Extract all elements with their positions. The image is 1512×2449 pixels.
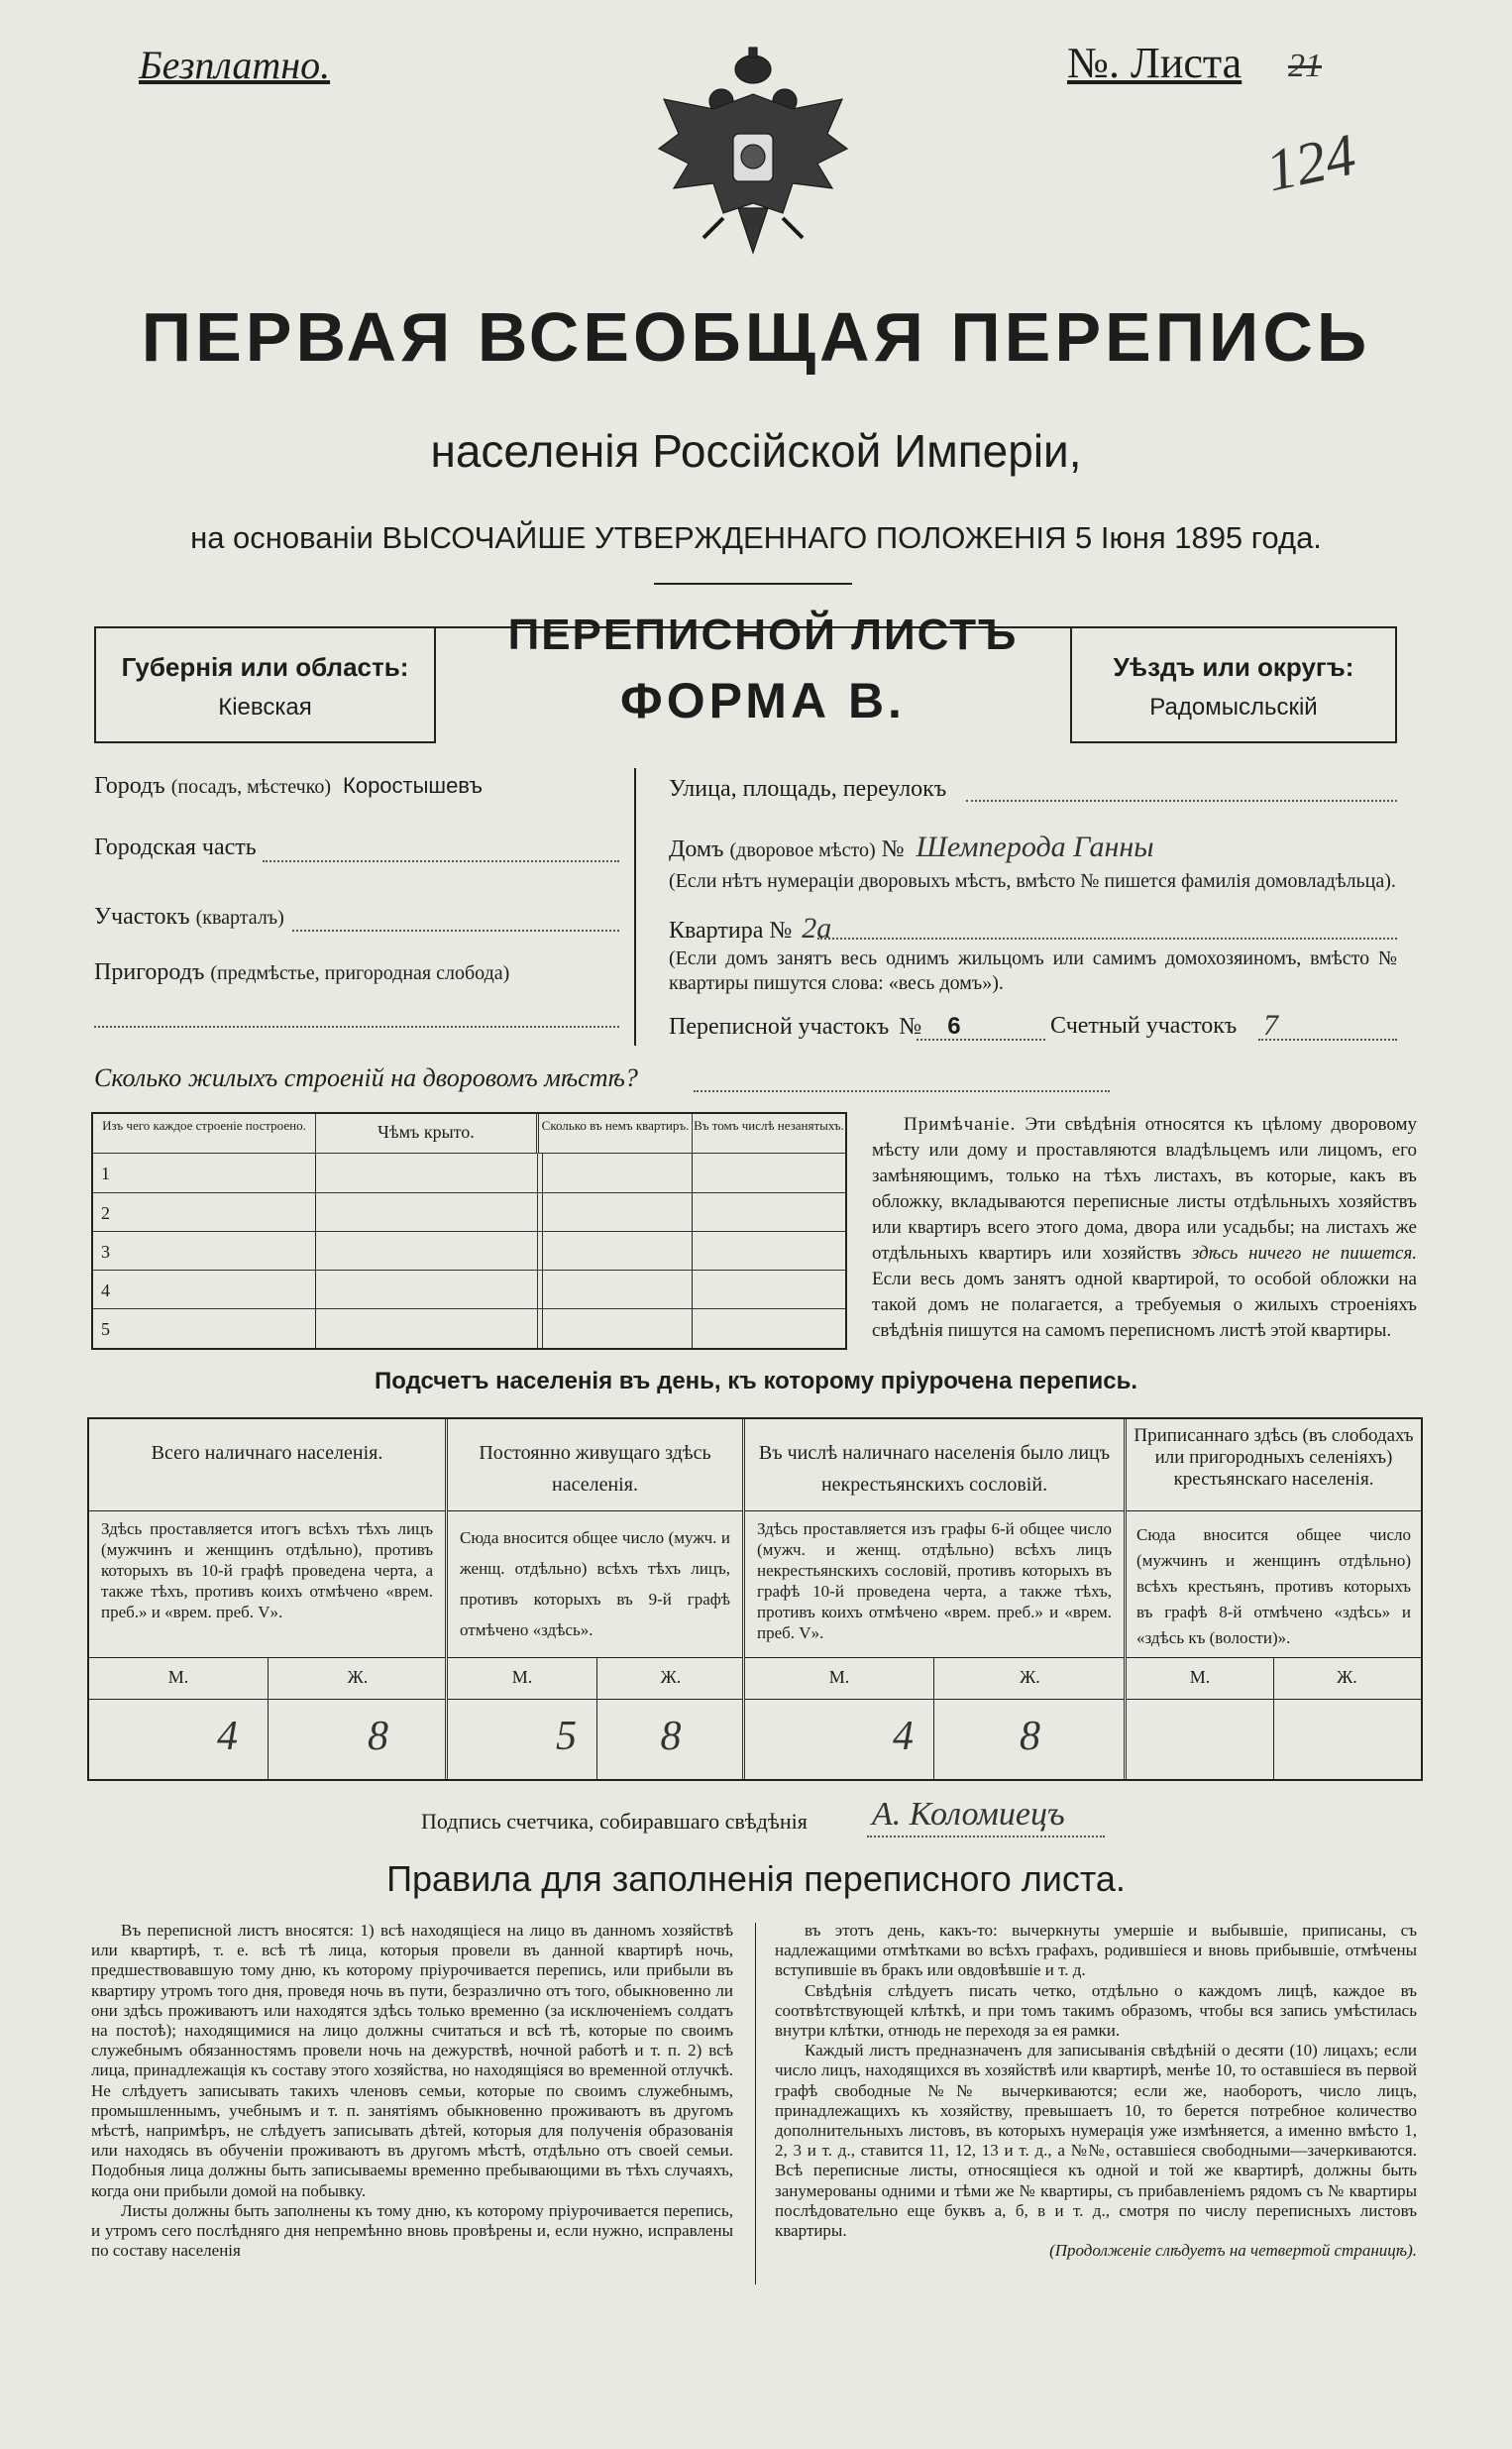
pop-col-3-f-value[interactable]: 8 xyxy=(1020,1714,1040,1759)
suburb-label: Пригородъ xyxy=(94,959,205,985)
census-area-row: Переписной участокъ № 6 Счетный участокъ 7 xyxy=(669,1009,1278,1042)
suburb-hint: (предмѣстье, пригородная слобода) xyxy=(210,962,510,984)
district-label: Участокъ xyxy=(94,904,190,930)
count-area-label: Счетный участокъ xyxy=(1050,1013,1238,1039)
sep xyxy=(1127,1510,1421,1511)
suburb-line[interactable] xyxy=(94,1026,619,1028)
rules-divider xyxy=(755,1923,756,2284)
note-italic: здѣсь ничего не пишется. xyxy=(1191,1243,1418,1264)
buildings-col-head-roof: Чѣмъ крыто. xyxy=(316,1114,539,1154)
row-number: 4 xyxy=(101,1280,110,1300)
gubernia-box xyxy=(94,626,436,743)
pop-col-4-f-label: Ж. xyxy=(1337,1667,1357,1687)
signature-line xyxy=(867,1836,1105,1837)
buildings-question: Сколько жилыхъ строеній на дворовомъ мѣстѣ? xyxy=(94,1063,638,1092)
district-line[interactable] xyxy=(292,930,619,932)
house-note: (Если нѣтъ нумераціи дворовыхъ мѣстъ, вмѣсто № пишется фамилія домовладѣльца). xyxy=(669,870,1396,892)
uezd-value: Радомысльскій xyxy=(1149,694,1318,721)
note-body: Эти свѣдѣнія относятся къ цѣлому дворовому мѣсту или дому и проставляются владѣльцемъ или лицомъ, его замѣняющимъ, только на тѣхъ листахъ, въ которые, какъ въ обложку, вкладываются переписные листы отдѣльныхъ хозяйствъ или квартиръ всего этого дома, двора или усадьбы; на листахъ же отдѣльныхъ квартиръ или хозяйствъ xyxy=(872,1114,1417,1264)
rules-right-p3: Каждый листъ предназначенъ для записыванія свѣдѣній о десяти (10) лицахъ; если число лицъ, находящихся въ хозяйствѣ или квартирѣ, менѣе 10, то оставшіеся въ первой графѣ свободные №№ вычеркиваются; если же, наоборотъ, число лицъ, принадлежащихъ къ хозяйству, превышаетъ 10, то берется потребное количество дополнительныхъ листовъ, въ которыхъ нумерація уже измѣняется, а именно вмѣсто 1, 2, 3 и т. д., ставится 11, 12, 13 и т. д., а №№, оставшіеся свободными—зачеркиваются. Всѣ переписные листы, относящіеся къ одной и той же квартирѣ, должны быть занумерованы одними и тѣми же № квартиры, съ прибавленіемъ рядомъ съ № квартиры послѣдовательно еще буквъ а, б, в и т. д., смотря по числу переписныхъ листовъ квартиры. xyxy=(775,2041,1417,2241)
note-tail: Если весь домъ занятъ одной квартирой, то особой обложки на такой домъ не полагается, а требуемыя о жилыхъ строеніяхъ свѣдѣнія пишутся на самомъ переписномъ листѣ этой квартиры. xyxy=(872,1269,1417,1341)
pop-col-4 xyxy=(1127,1419,1421,1779)
signature-label: Подпись счетчика, собиравшаго свѣдѣнія xyxy=(421,1809,808,1834)
form-title: ПЕРЕПИСНОЙ ЛИСТЪ xyxy=(507,611,1019,659)
street-label: Улица, площадь, переулокъ xyxy=(669,776,947,802)
pop-col-2-f-value[interactable]: 8 xyxy=(660,1714,682,1759)
sheet-number-handwritten: 124 xyxy=(1260,121,1361,204)
city-hint: (посадъ, мѣстечко) xyxy=(170,776,332,798)
buildings-answer-line[interactable] xyxy=(694,1090,1110,1092)
basis-line: на основаніи ВЫСОЧАЙШЕ УТВЕРЖДЕННАГО ПОЛОЖЕНІЯ 5 Іюня 1895 года. xyxy=(190,520,1322,555)
census-area-line xyxy=(917,1039,1045,1041)
buildings-row-2[interactable] xyxy=(93,1193,845,1232)
population-title: Подсчетъ населенія въ день, къ которому пріурочена перепись. xyxy=(375,1368,1137,1394)
suburb-row xyxy=(94,959,629,986)
rules-left-p2: Листы должны быть заполнены къ тому дню, къ которому пріурочивается перепись, и утромъ сего послѣдняго дня непремѣнно вновь провѣрены и, если нужно, исправлены по составу населенія xyxy=(91,2200,733,2261)
rules-left-p1: Въ переписной листъ вносятся: 1) всѣ находящіеся на лицо въ данномъ хозяйствѣ или квартирѣ, т. е. всѣ тѣ лица, которыя провели въ данной квартирѣ ночь, предшествовавшую тому дню, къ которому пріурочивается перепись, или прибыли въ квартиру утромъ того дня, проведя ночь въ пути, безразлично отъ того, обыкновенно ли они здѣсь проживаютъ или находятся здѣсь только временно (за исключеніемъ солдатъ на постоѣ); находящимися на лицо должны считаться и всѣ тѣ, которые по своимъ служебнымъ обязанностямъ провели ночь на дежурствѣ, ночной работѣ и т. п. 2) всѣ лица, принадлежащія къ составу этого хозяйства, но находящіяся во временной отлучкѣ. Не слѣдуетъ записывать такихъ членовъ семьи, которые по своимъ служебнымъ, промышленнымъ, учебнымъ и т. п. занятіямъ обыкновенно проживаютъ въ другомъ мѣстѣ, напримѣръ, не слѣдуетъ записывать дѣтей, которыя для полученія образованія или находясь въ обученіи проживаютъ въ другомъ мѣстѣ, отдѣльно отъ своей семьи. Подобныя лица должны быть записываемы временно пребывающими въ тѣхъ случаяхъ, когда они прибыли домой на побывку. xyxy=(91,1921,733,2200)
buildings-table xyxy=(91,1112,847,1350)
buildings-col-head-vacant: Въ томъ числѣ незанятыхъ. xyxy=(693,1114,845,1154)
count-area-value[interactable]: 7 xyxy=(1263,1009,1278,1042)
buildings-col-head-material: Изъ чего каждое строеніе построено. xyxy=(93,1114,316,1154)
uezd-box xyxy=(1070,626,1397,743)
sep xyxy=(448,1510,742,1511)
sep xyxy=(745,1699,1124,1700)
free-label: Безплатно. xyxy=(139,43,331,87)
house-row xyxy=(669,831,1397,864)
buildings-row-4[interactable] xyxy=(93,1271,845,1309)
pop-col-4-desc: Сюда вносится общее число (мужчинъ и женщинъ отдѣльно) всѣхъ крестьянъ, противъ которыхъ въ графѣ 8-й отмѣчено «здѣсь» и «здѣсь къ (волости)». xyxy=(1136,1525,1411,1647)
street-row xyxy=(669,776,946,803)
city-part-row xyxy=(94,835,619,861)
pop-col-2-f-label: Ж. xyxy=(660,1667,682,1687)
city-value[interactable]: Коростышевъ xyxy=(343,773,484,798)
pop-col-3-m-label: М. xyxy=(828,1667,850,1687)
house-number-sign: № xyxy=(881,836,905,862)
census-area-label: Переписной участокъ xyxy=(669,1014,890,1040)
pop-col-2-desc: Сюда вносится общее число (мужч. и женщ. отдѣльно) всѣхъ тѣхъ лицъ, противъ которыхъ въ 9-й графѣ отмѣчено «здѣсь». xyxy=(460,1528,730,1639)
rules-continued: (Продолженіе слѣдуетъ на четвертой страницѣ). xyxy=(1049,2241,1417,2261)
sep xyxy=(745,1657,1124,1658)
buildings-note xyxy=(872,1112,1417,1344)
row-number: 5 xyxy=(101,1319,110,1339)
pop-col-1-desc: Здѣсь проставляется итогъ всѣхъ тѣхъ лицъ (мужчинъ и женщинъ отдѣльно), противъ которыхъ въ 10-й графѣ проведена черта, а также тѣхъ, противъ коихъ отмѣчено «врем. преб.» и «врем. преб. V». xyxy=(101,1519,433,1621)
sheet-number-crossed: 21 xyxy=(1288,48,1322,84)
pop-col-2-m-label: М. xyxy=(511,1667,533,1687)
buildings-col-head-apartments: Сколько въ немъ квартиръ. xyxy=(539,1114,693,1154)
note-title: Примѣчаніе. xyxy=(904,1114,1017,1135)
sep xyxy=(89,1699,445,1700)
pop-col-1-m-value[interactable]: 4 xyxy=(217,1714,238,1759)
pop-col-1-head: Всего наличнаго населенія. xyxy=(151,1442,383,1464)
apartment-label: Квартира xyxy=(669,918,764,944)
pop-col-1-f-label: Ж. xyxy=(347,1667,369,1687)
sheet-number-label: №. Листа xyxy=(1067,39,1242,87)
census-area-value[interactable]: 6 xyxy=(947,1013,961,1040)
signature-value[interactable]: А. Коломиецъ xyxy=(872,1796,1065,1833)
pop-col-1-m-label: М. xyxy=(167,1667,189,1687)
apartment-note: (Если домъ занятъ весь однимъ жильцомъ или самимъ домохозяиномъ, вмѣсто № квартиры пишутся слова: «весь домъ»). xyxy=(669,947,1397,994)
uezd-label: Уѣздъ или округъ: xyxy=(1113,652,1354,682)
gubernia-value: Кіевская xyxy=(218,694,312,721)
city-row xyxy=(94,773,619,807)
subtitle: населенія Россійской Имперіи, xyxy=(430,425,1082,477)
apartment-value[interactable]: 2а xyxy=(802,912,832,945)
pop-col-1 xyxy=(89,1419,448,1779)
house-value[interactable]: Шемперода Ганны xyxy=(916,831,1154,863)
eagle-emblem xyxy=(644,40,862,268)
population-table xyxy=(87,1417,1423,1781)
pop-col-4-m-label: М. xyxy=(1189,1667,1211,1687)
signature-row xyxy=(421,1809,808,1835)
pop-col-3-f-label: Ж. xyxy=(1020,1667,1040,1687)
street-line[interactable] xyxy=(966,800,1397,802)
city-label: Городъ xyxy=(94,773,165,799)
sep xyxy=(448,1699,742,1700)
apartment-number-sign: № xyxy=(769,918,793,944)
apartment-row xyxy=(669,912,831,946)
apartment-line[interactable] xyxy=(817,938,1397,940)
rules-left-column xyxy=(91,1921,733,2261)
rules-title: Правила для заполненія переписного листа. xyxy=(386,1858,1126,1899)
pop-col-2-head: Постоянно живущаго здѣсь населенія. xyxy=(479,1442,711,1496)
buildings-row-3[interactable] xyxy=(93,1232,845,1271)
buildings-row-1[interactable] xyxy=(93,1154,845,1193)
pop-col-2-m-value[interactable]: 5 xyxy=(556,1714,577,1759)
buildings-row-5[interactable] xyxy=(93,1309,845,1348)
row-number: 3 xyxy=(101,1242,110,1262)
house-label: Домъ xyxy=(669,836,724,862)
form-type: ФОРМА В. xyxy=(620,673,906,728)
sep xyxy=(89,1510,445,1511)
count-area-line xyxy=(1258,1039,1397,1041)
sep xyxy=(1127,1699,1421,1700)
pop-col-3-m-value[interactable]: 4 xyxy=(893,1714,914,1759)
pop-col-1-f-value[interactable]: 8 xyxy=(368,1714,388,1759)
pop-col-3-desc: Здѣсь проставляется изъ графы 6-й общее число (мужч. и женщ. отдѣльно) всѣхъ лицъ некрестьянскихъ сословій, противъ которыхъ въ графѣ 10-й проведена черта, а также тѣхъ, противъ коихъ отмѣчено «врем. преб.» и «врем. преб. V». xyxy=(757,1519,1112,1642)
row-number: 2 xyxy=(101,1203,110,1223)
pop-col-3-head: Въ числѣ наличнаго населенія было лицъ некрестьянскихъ сословій. xyxy=(758,1442,1111,1496)
gubernia-label: Губернія или область: xyxy=(121,652,409,682)
house-hint: (дворовое мѣсто) xyxy=(729,839,876,861)
divider xyxy=(654,583,852,585)
sep xyxy=(745,1510,1124,1511)
pop-col-3 xyxy=(745,1419,1127,1779)
rules-right-column xyxy=(775,1921,1417,2261)
city-part-label: Городская часть xyxy=(94,835,257,860)
city-part-line[interactable] xyxy=(263,860,619,862)
main-title: ПЕРВАЯ ВСЕОБЩАЯ ПЕРЕПИСЬ xyxy=(141,298,1371,376)
pop-col-2 xyxy=(448,1419,745,1779)
district-row xyxy=(94,904,619,931)
pop-col-4-head: Приписаннаго здѣсь (въ слободахъ или пригородныхъ селеніяхъ) крестьянскаго населенія. xyxy=(1134,1425,1414,1490)
district-hint: (кварталъ) xyxy=(195,907,284,929)
row-number: 1 xyxy=(101,1164,110,1183)
sep xyxy=(448,1657,742,1658)
rules-right-p2: Свѣдѣнія слѣдуетъ писать четко, отдѣльно о каждомъ лицѣ, каждое въ соотвѣтствующей клѣткѣ, и при томъ такимъ образомъ, чтобы вся запись умѣстилась внутри клѣтки, отнюдь не переходя за ея рамки. xyxy=(775,1980,1417,2041)
rules-right-p1: въ этотъ день, какъ-то: вычеркнуты умершіе и выбывшіе, приписаны, съ надлежащими отмѣтками во всѣхъ графахъ, родившіеся и вновь прибывшіе, отмѣчены вступившіе въ бракъ или овдовѣвшіе и т. д. xyxy=(775,1921,1417,1980)
address-divider xyxy=(634,768,636,1046)
